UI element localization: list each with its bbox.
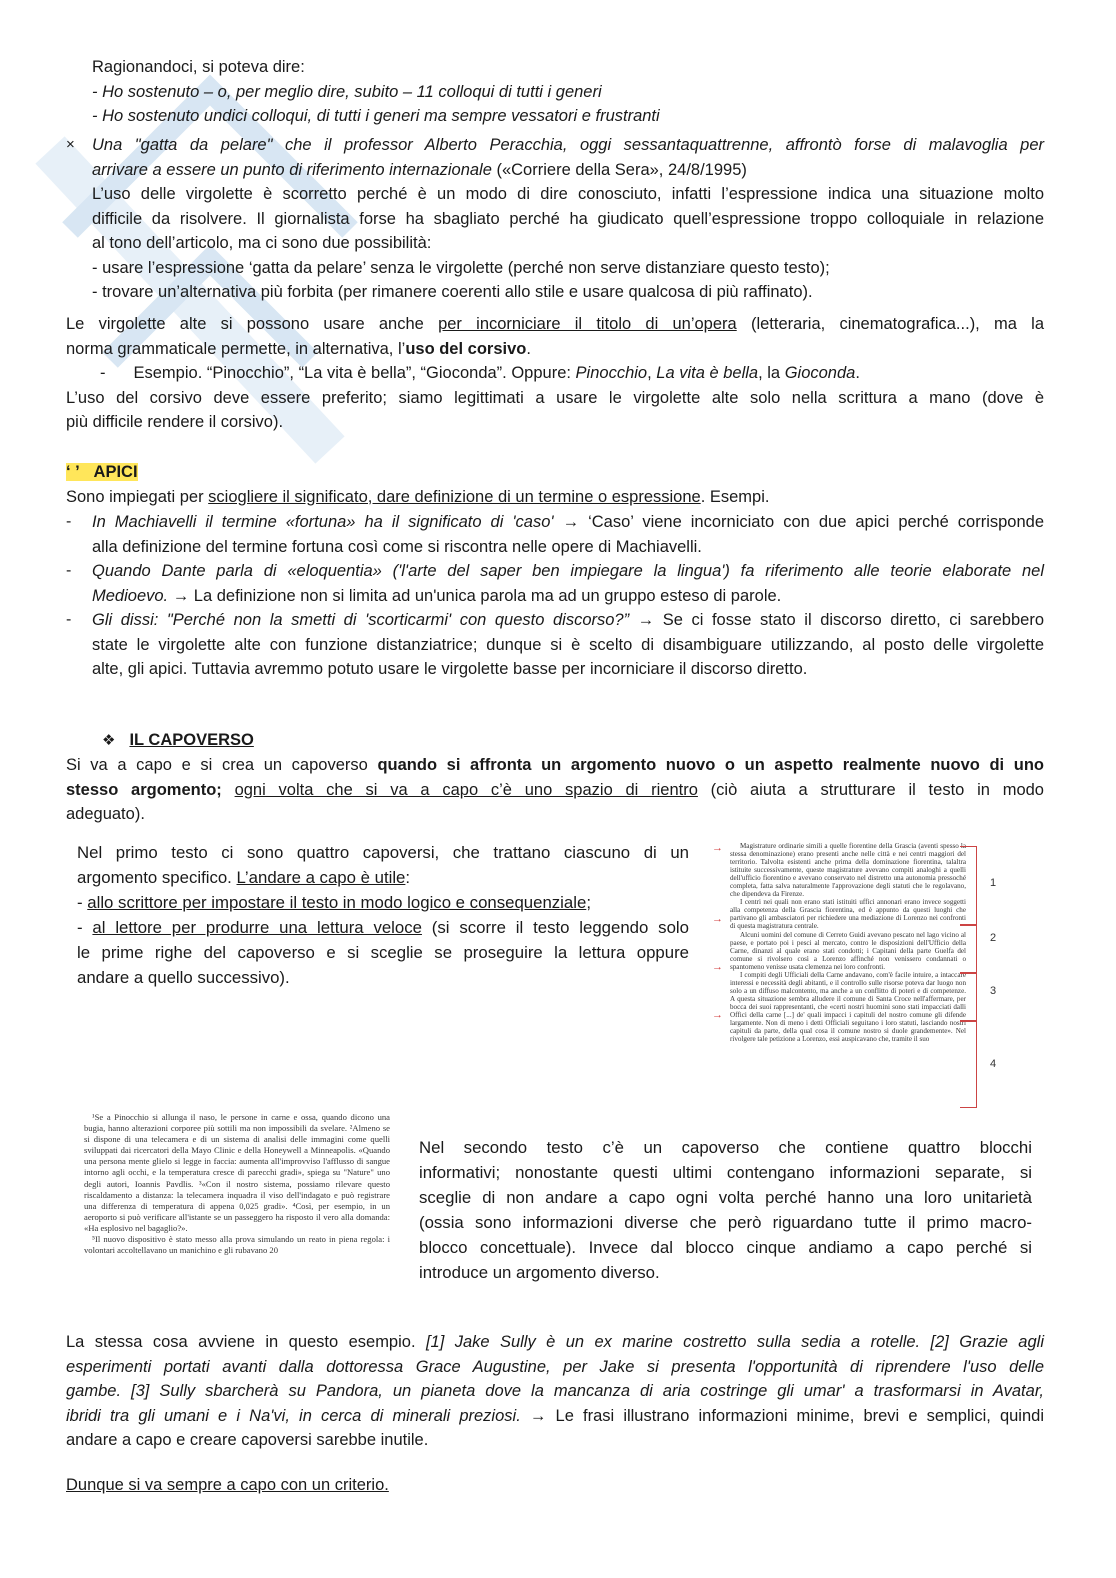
paragraph-bracket <box>960 972 977 1022</box>
apici-example-1-comment: → ‘Caso’ viene incorniciato con due apici perché corrisponde <box>553 513 1044 531</box>
top-option-1: - Ho sostenuto – o, per meglio dire, subito – 11 colloqui di tutti i generi <box>92 82 602 101</box>
capoverso-bold: stesso argomento; <box>66 780 222 799</box>
capoverso-underline: ogni volta che si va a capo c’è uno spazio di rientro <box>234 780 698 799</box>
apici-symbol: ‘ ’ <box>66 463 80 481</box>
top-intro: Ragionandoci, si poteva dire: <box>92 58 305 76</box>
example-italic: ibridi tra gli umani e i Na'vi, in cerca di minerali preziosi. <box>66 1406 521 1425</box>
paragraph-line: blocco concettuale). Invece dal blocco cinque andiamo a capo perché si <box>419 1238 1032 1257</box>
gatta-option-2: - trovare un’alternativa più forbita (per rimanere coerenti allo stile e usare qualcosa di più raffinato). <box>92 283 813 301</box>
paragraph-underline: allo scrittore per impostare il testo in modo logico e consequenziale <box>87 893 587 912</box>
paragraph-number: 1 <box>990 877 997 889</box>
figure1-paragraph-4: I compiti degli Ufficiali della Carne andavano, com'è facile intuire, a intaccare interessi e necessità degli abitanti, e il controllo sulle risorse poteva dar luogo non solo a un diffuso malcontento, ma anche a un conflitto di poteri e di competenze. A questa situazione sembra alludere il comune di Santa Croce nell'affermare, per bocca dei suoi rappresentanti, che «certi nostri huomini sono stati impacciati dalli Offici della carne [...] de' quali impacci i capituli del nostro comune gli difende largamente. Non di meno i detti Officiali seguitano i loro statuti, lasciando nostri capituli da parte, della qual cosa il comune nostro si duole grandemente». Nel rivolgere tale petizione a Lorenzo, essi auspicavano che, tramite il suo <box>730 970 966 1044</box>
gatta-option-1: - usare l’espressione ‘gatta da pelare’ senza le virgolette (perché non serve distanziare questo testo); <box>92 258 830 277</box>
apici-example-3-comment: → Se ci fosse stato il discorso diretto, ci sarebbero <box>629 611 1044 629</box>
figure1-paragraph-2: I centri nei quali non erano stati istituiti uffici annonari erano invece soggetti alla competenza della Grascia fiorentina, ed è appunto da questi luoghi che partivano gli ambasciatori per richiedere una mediazione di Lorenzo nei confronti di questa magistratura centrale. <box>730 898 966 931</box>
titoli-text: (letteraria, cinematografica...), ma la <box>736 315 1044 333</box>
top-block <box>92 55 660 129</box>
paragraph-text: ; <box>586 893 591 912</box>
example-italic: esperimenti portati avanti dalla dottoressa Grace Augustine, per Jake si presenta l'opportunità di riprendere l'uso delle <box>66 1357 1044 1376</box>
apici-intro: . Esempi. <box>700 487 770 506</box>
paragraph-line: introduce un argomento diverso. <box>419 1263 660 1282</box>
apici-example-3: Gli dissi: "Perché non la smetti di 'scorticarmi' con questo discorso?” <box>92 611 630 629</box>
paragraph-line: informativi; nonostante questi ultimi contengano informazioni separate, si <box>419 1163 1032 1182</box>
capoverso-text: (ciò aiuta a strutturare il testo in modo <box>697 780 1044 799</box>
paragraph-bracket <box>960 924 977 974</box>
arrow-icon: → <box>712 1009 723 1021</box>
paragraph-bracket <box>960 846 977 926</box>
example-italic: Pinocchio <box>575 364 648 382</box>
capoverso-text: Si va a capo e si crea un capoverso <box>66 756 378 774</box>
example-italic: Gioconda <box>784 364 856 382</box>
example-italic: gambe. [3] Sully sbarcherà su Pandora, un pianeta dove la mancanza di aria costringe gli umar' a trasformarsi in Avatar, <box>66 1382 1044 1400</box>
diamond-bullet-icon: ❖ <box>102 732 116 749</box>
capoverso-title: IL CAPOVERSO <box>129 731 254 749</box>
paragraph-underline: al lettore per produrre una lettura veloce <box>92 918 422 937</box>
apici-heading: APICI <box>93 463 138 481</box>
gatta-comment-2: difficile da risolvere. Il giornalista forse ha sbagliato perché ha giudicato quell’espressione troppo colloquiale in relazione <box>92 209 1044 228</box>
gatta-block <box>92 133 1044 305</box>
arrow-icon: → <box>712 961 723 973</box>
apici-example-1: In Machiavelli il termine «fortuna» ha il significato di 'caso' <box>92 513 554 531</box>
first-text-paragraph <box>77 840 689 990</box>
final-statement: Dunque si va sempre a capo con un criterio. <box>66 1476 389 1494</box>
titoli-text: Le virgolette alte si possono usare anche <box>66 315 439 333</box>
figure1-paragraph-1: Magistrature ordinarie simili a quelle fiorentine della Grascia (aventi spesso la stessa denominazione) erano presenti anche nelle città e nei centri maggiori del territorio. Talvolta esistenti anche prima della dominazione fiorentina, talaltra istituite successivamente, queste magistrature avevano compiti analoghi a quelli dell'ufficio fiorentino e avevano conservato nel distretto una autonomia pressoché completa, fatta salva naturalmente l'approvazione degli statuti che le regolavano, che dipendeva da Firenze. <box>730 842 966 899</box>
final-line <box>66 1473 389 1498</box>
top-option-2: - Ho sostenuto undici colloqui, di tutti i generi ma sempre vessatori e frustranti <box>92 107 660 125</box>
cross-marker: × <box>66 136 75 153</box>
example-sep: , la <box>758 364 785 382</box>
example-comment: andare a capo e creare capoversi sarebbe inutile. <box>66 1431 429 1449</box>
capoverso-text: adeguato). <box>66 805 145 823</box>
gatta-quote-line1: Una "gatta da pelare" che il professor Alberto Peracchia, oggi sessantaquattrenne, affrontò forse di malavoglia per <box>92 136 1044 154</box>
example-italic: [1] Jake Sully è un ex marine costretto sulla sedia a rotelle. [2] Grazie agli <box>425 1333 1044 1351</box>
avatar-example <box>66 1330 1044 1453</box>
apici-example-3-comment: state le virgolette alte con funzione distanziatrice; dunque si è scelto di disambiguare utilizzando, al posto delle virgolette <box>92 635 1044 654</box>
paragraph-line: (ossia sono informazioni diverse che però riguardano tutte il primo macro- <box>419 1213 1032 1232</box>
capoverso-intro <box>66 753 1044 827</box>
paragraph-number: 2 <box>990 932 997 944</box>
paragraph-line: sceglie di non andare a capo ogni volta perché hanno una loro unitarietà <box>419 1188 1032 1207</box>
paragraph-text: - <box>77 893 88 912</box>
example-text: La stessa cosa avviene in questo esempio. <box>66 1333 426 1351</box>
apici-example-2-comment: → La definizione non si limita ad un'unica parola ma ad un gruppo esteso di parole. <box>168 586 782 605</box>
paragraph-bracket <box>960 1020 977 1108</box>
example-comment: → Le frasi illustrano informazioni minime, brevi e semplici, quindi <box>520 1406 1044 1425</box>
figure-four-paragraphs <box>708 840 1008 1108</box>
gatta-quote-line2: arrivare a essere un punto di riferimento internazionale <box>92 160 492 179</box>
apici-example-2: Quando Dante parla di «eloquentia» ('l'arte del saper ben impiegare la lingua') fa riferimento alle teorie elaborate nel <box>92 562 1044 580</box>
titoli-comment-1: L’uso del corsivo deve essere preferito; siamo legittimati a usare le virgolette alte solo nella scrittura a mano (dove è <box>66 388 1044 407</box>
apici-intro: Sono impiegati per <box>66 487 209 506</box>
figure2-paragraph: ⁵Il nuovo dispositivo è stato messo alla prova simulando un reato in piena regola: i volontari accoltellavano un manichino e gli rubavano 20 <box>84 1234 390 1256</box>
gatta-source: («Corriere della Sera», 24/8/1995) <box>491 160 747 179</box>
paragraph-text: : <box>405 868 411 887</box>
capoverso-text <box>222 781 235 799</box>
paragraph-number: 3 <box>990 985 997 997</box>
example-dash: - <box>100 364 106 382</box>
paragraph-line: le prime righe del capoverso e si sceglie se proseguire la lettura oppure <box>77 943 689 962</box>
apici-example-1-comment: alla definizione del termine fortuna così come si riscontra nelle opere di Machiavelli. <box>92 537 702 556</box>
paragraph-text: (si scorre il testo leggendo solo <box>421 918 689 937</box>
apici-list: - In Machiavelli il termine «fortuna» ha il significato di 'caso' → ‘Caso’ viene incorniciato con due apici perché corrisponde alla definizione del termine fortuna così come si riscontra nelle opere di Machiavelli. - Quando Dante parla di «eloquentia» ('l'arte del saper ben impiegare la lingua') fa riferimento alle teorie elaborate nel Medioevo. → La definizione non si limita ad un'unica parola ma ad un gruppo esteso di parole. - Gli dissi: "Perché non la smetti di 'scorticarmi' con questo discorso?” → Se ci fosse stato il discorso diretto, ci sarebbero state le virgolette alte con funzione distanziatrice; dunque si è scelto di disambiguare utilizzando, al posto delle virgolette alte, gli apici. Tuttavia avremmo potuto usare le virgolette basse per incorniciare il discorso diretto. <box>66 510 1044 682</box>
second-text-paragraph <box>419 1135 1032 1285</box>
paragraph-line: Nel primo testo ci sono quattro capoversi, che trattano ciascuno di un <box>77 843 689 862</box>
figure-single-paragraph <box>80 1110 396 1316</box>
example-text: Esempio. “Pinocchio”, “La vita è bella”, “Gioconda”. Oppure: <box>133 364 576 382</box>
example-sep: . <box>855 364 860 382</box>
capoverso-heading <box>102 728 254 754</box>
corsivo-bold: uso del corsivo <box>405 339 527 358</box>
gatta-comment-3: al tono dell’articolo, ma ci sono due possibilità: <box>92 234 432 252</box>
paragraph-number: 4 <box>990 1058 997 1070</box>
paragraph-line: andare a quello successivo). <box>77 968 290 987</box>
paragraph-underline: L’andare a capo è utile <box>236 868 406 887</box>
figure2-paragraph: ¹Se a Pinocchio si allunga il naso, le persone in carne e ossa, quando dicono una bugia, hanno alterazioni corporee più sottili ma non impossibili da svelare. ²Almeno se si dispone di una telecamera e di un sistema di analisi delle immagini come quelli sviluppati dai ricercatori della Mayo Clinic e della Honeywell a Minneapolis. «Quando una persona mente glielo si legge in faccia: aumenta all'improvviso l'afflusso di sangue intorno agli occhi, e la temperatura cresce di parecchi gradi», spiega su "Nature" uno degli autori, Ioannis Pavdlis. ³«Con il nostro sistema, possiamo rilevare questo riscaldamento a distanza: la telecamera inquadra il viso dell'indagato e può registrare una differenza di temperatura di appena 0,025 gradi». ⁴Così, per esempio, in un aeroporto si può verificare all'istante se un passeggero ha risposto il vero alla domanda: «Ha esplosivo nel bagaglio?». <box>84 1112 390 1233</box>
example-sep: , <box>647 364 657 382</box>
apici-example-3-comment: alte, gli apici. Tuttavia avremmo potuto usare le virgolette basse per incorniciare il discorso diretto. <box>92 660 808 678</box>
apici-block <box>66 460 1044 509</box>
titoli-text: . <box>526 339 531 358</box>
titoli-underline: per incorniciare il titolo di un’opera <box>438 315 737 333</box>
paragraph-text: - <box>77 918 93 937</box>
figure1-paragraph-3: Alcuni uomini del comune di Cerreto Guidi avevano pescato nel lago vicino al paese, e portato poi i pesci al mercato, contro le disposizioni dell'Ufficio della Carne, dinanzi al quale erano stati condotti; i Capitani della parte Guelfa del comune si rivolsero così a Lorenzo affinché non venissero condannati o spantomeno venisse usata clemenza nei loro confronti. <box>730 930 966 971</box>
capoverso-bold: quando si affronta un argomento nuovo o un aspetto realmente nuovo di uno <box>377 756 1044 774</box>
apici-example-2: Medioevo. <box>92 586 169 605</box>
apici-intro-underline: sciogliere il significato, dare definizione di un termine o espressione <box>208 487 701 506</box>
titoli-text: norma grammaticale permette, in alternativa, l’ <box>66 339 406 358</box>
paragraph-text: argomento specifico. <box>77 868 237 887</box>
paragraph-line: Nel secondo testo c’è un capoverso che contiene quattro blocchi <box>419 1138 1032 1157</box>
titoli-block <box>66 312 1044 435</box>
gatta-comment-1: L’uso delle virgolette è scorretto perché è un modo di dire conosciuto, infatti l’espressione indica una situazione molto <box>92 185 1044 203</box>
example-italic: La vita è bella <box>656 364 759 382</box>
arrow-icon: → <box>712 842 723 854</box>
arrow-icon: → <box>712 913 723 925</box>
titoli-comment-2: più difficile rendere il corsivo). <box>66 413 284 431</box>
